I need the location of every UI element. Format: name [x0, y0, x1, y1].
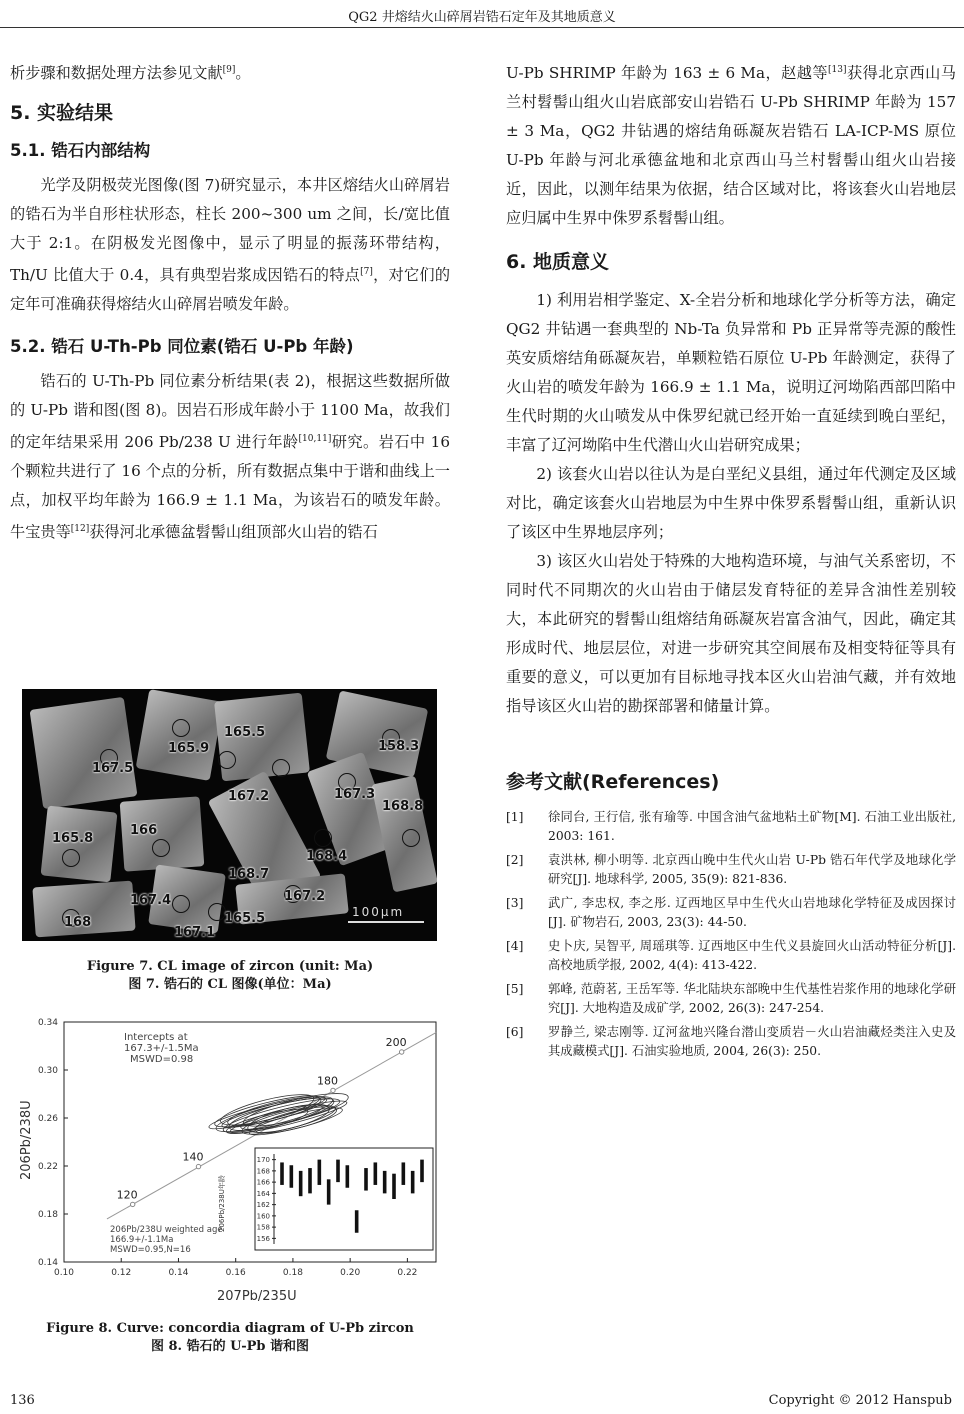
- inset-y-axis-label: 206Pb/238U年龄: [218, 1175, 226, 1232]
- reference-item: [3] 武广, 李忠权, 李之彤. 辽西地区早中生代火山岩地球化学特征及成因探讨[J]. 矿物岩石, 2003, 23(3): 44-50.: [506, 896, 956, 930]
- zircon-age-label: 166: [130, 823, 158, 838]
- intro-paragraph: 析步骤和数据处理方法参见文献[9]。: [10, 64, 251, 83]
- inset-age-bar: [383, 1171, 387, 1194]
- concordia-age-label: 200: [385, 1036, 407, 1049]
- x-tick-label: 0.16: [225, 1268, 246, 1278]
- section-5-2-heading: 5.2. 锆石 U-Th-Pb 同位素(锆石 U-Pb 年龄): [10, 337, 354, 357]
- zircon-age-label: 165.5: [224, 725, 266, 740]
- right-column: [506, 56, 956, 1066]
- inset-age-bar: [355, 1210, 359, 1233]
- weighted-annotation-2: 166.9+/-1.1Ma: [110, 1235, 174, 1245]
- inset-y-tick-label: 162: [256, 1201, 270, 1210]
- intercept-annotation-3: MSWD=0.98: [130, 1054, 194, 1065]
- reference-item: [2] 袁洪林, 柳小明等. 北京西山晚中生代火山岩 U-Pb 锆石年代学及地球化学研究[J]. 地球科学, 2005, 35(9): 821-836.: [506, 853, 956, 887]
- x-tick-label: 0.18: [282, 1268, 303, 1278]
- inset-y-tick-label: 166: [256, 1178, 270, 1187]
- paragraph-continued: U-Pb SHRIMP 年龄为 163 ± 6 Ma，赵越等[13]获得北京西山马兰村髫髻山组火山岩底部安山岩锆石 U-Pb SHRIMP 年龄为 157 ± 3 Ma，QG2 井钻遇的熔结角砾凝灰岩锆石 LA-ICP-MS 原位 U-Pb 年龄与河北承德盆地和北京西山马兰村髫髻山组火山岩接近，因此，以测年结果为依据，结合区域对比，将该套火山岩地层应归属中生界中侏罗系髫髻山组。: [506, 64, 956, 228]
- inset-y-tick-label: 156: [256, 1234, 270, 1243]
- concordia-age-label: 120: [116, 1188, 138, 1202]
- analysis-spot: [172, 895, 190, 913]
- x-tick-label: 0.22: [397, 1268, 418, 1278]
- inset-age-bar: [290, 1165, 294, 1188]
- copyright: Copyright © 2012 Hanspub: [768, 1393, 952, 1408]
- left-column: [10, 56, 450, 547]
- inset-age-bar: [336, 1160, 340, 1183]
- reference-item: [1] 徐同台, 王行信, 张有瑜等. 中国含油气盆地粘土矿物[M]. 石油工业出版社, 2003: 161.: [506, 810, 956, 844]
- analysis-spot: [62, 849, 80, 867]
- paragraph-5-1: 光学及阴极荧光图像(图 7)研究显示，本井区熔结火山碎屑岩的锆石为半自形柱状形态，柱长 200~300 um 之间，长/宽比值大于 2:1。在阴极发光图像中，显示了明显的振荡环带结构，Th/U 比值大于 0.4，具有典型岩浆成因锆石的特点[7]，对它们的定年可准确获得熔结火山碎屑岩喷发年龄。: [10, 176, 451, 314]
- y-tick-label: 0.14: [37, 1258, 58, 1268]
- zircon-age-label: 167.2: [228, 789, 270, 804]
- figure-7-caption-cn: 图 7. 锆石的 CL 图像(单位：Ma): [128, 977, 332, 992]
- y-tick-labels: [38, 1018, 68, 1268]
- zircon-age-label: 167.5: [92, 761, 134, 776]
- reference-item: [4] 史卜庆, 吴智平, 周瑶琪等. 辽西地区中生代义县旋回火山活动特征分析[J]. 高校地质学报, 2002, 4(4): 413-422.: [506, 939, 956, 973]
- y-tick-label: 0.22: [37, 1162, 58, 1172]
- inset-age-bar: [318, 1160, 322, 1185]
- inset-age-bar: [374, 1162, 378, 1185]
- x-tick-label: 0.12: [111, 1268, 132, 1278]
- section-5-1-heading: 5.1. 锆石内部结构: [10, 141, 151, 161]
- scale-bar: [348, 921, 424, 923]
- zircon-grain: [30, 697, 138, 809]
- inset-age-bar: [411, 1171, 415, 1194]
- y-tick-label: 0.30: [37, 1066, 58, 1076]
- zircon-age-label: 168: [64, 915, 92, 930]
- figure-8-concordia-diagram: [12, 1010, 447, 1310]
- concordia-age-label: 180: [316, 1074, 338, 1088]
- significance-1: 1) 利用岩相学鉴定、X-全岩分析和地球化学分析等方法，确定 QG2 井钻遇一套典型的 Nb-Ta 负异常和 Pb 正异常等壳源的酸性英安质熔结角砾凝灰岩，单颗粒锆石原位 U-Pb 年龄测定，获得了火山岩的喷发年龄为 166.9 ± 1.1 Ma，说明辽河坳陷西部凹陷中生代时期的火山喷发从中侏罗纪就已经开始一直延续到晚白垩纪，丰富了辽河坳陷中生代潜山火山岩研究成果；: [506, 291, 956, 455]
- figure-7-caption-en: Figure 7. CL image of zircon (unit: Ma): [86, 959, 374, 974]
- concordia-age-label: 140: [182, 1150, 204, 1164]
- running-head: QG2 井熔结火山碎屑岩锆石定年及其地质意义: [348, 10, 616, 25]
- inset-age-bar: [280, 1162, 284, 1185]
- figure-8-caption-en: Figure 8. Curve: concordia diagram of U-Pb zircon: [46, 1321, 414, 1336]
- analysis-spot: [272, 759, 290, 777]
- zircon-age-label: 167.3: [334, 787, 376, 802]
- analysis-spot: [314, 829, 332, 847]
- intercept-annotation-2: 167.3+/-1.5Ma: [124, 1043, 199, 1054]
- zircon-age-label: 168.4: [306, 849, 348, 864]
- zircon-age-label: 168.7: [228, 867, 270, 882]
- x-tick-label: 0.20: [340, 1268, 361, 1278]
- zircon-age-label: 167.4: [130, 893, 172, 908]
- y-tick-label: 0.26: [37, 1114, 58, 1124]
- inset-age-bar: [308, 1168, 312, 1193]
- y-axis-label: 206Pb/238U: [19, 1100, 34, 1180]
- x-tick-label: 0.14: [168, 1268, 189, 1278]
- zircon-age-label: 165.5: [224, 911, 266, 926]
- significance-3: 3) 该区火山岩处于特殊的大地构造环境，与油气关系密切，不同时代不同期次的火山岩由于储层发育特征的差异含油性差别较大，本此研究的髫髻山组熔结角砾凝灰岩富含油气，因此，确定其形成时代、地层层位，对进一步研究其空间展布及相变特征等具有重要的意义，可以更加有目标地寻找本区火山岩油气藏，并有效地指导该区火山岩的勘探部署和储量计算。: [506, 552, 956, 716]
- y-tick-label: 0.18: [37, 1210, 58, 1220]
- inset-age-bar: [364, 1168, 368, 1191]
- zircon-age-label: 158.3: [378, 739, 420, 754]
- figure-8-caption-cn: 图 8. 锆石的 U-Pb 谐和图: [150, 1339, 310, 1354]
- y-tick-label: 0.34: [37, 1018, 58, 1028]
- analysis-spot: [218, 751, 236, 769]
- concordia-age-point: [196, 1164, 200, 1168]
- inset-age-bar: [420, 1160, 424, 1183]
- significance-2: 2) 该套火山岩以往认为是白垩纪义县组，通过年代测定及区域对比，确定该套火山岩地层为中生界中侏罗系髫髻山组，重新认识了该区中生界地层序列；: [506, 465, 956, 542]
- concordia-age-point: [130, 1202, 134, 1206]
- header-rule: [0, 27, 964, 28]
- scale-bar-label: 100μm: [352, 905, 405, 919]
- inset-y-tick-label: 170: [256, 1156, 270, 1165]
- inset-age-bar: [327, 1179, 331, 1204]
- zircon-age-label: 168.8: [382, 799, 424, 814]
- analysis-spot: [402, 829, 420, 847]
- inset-age-bar: [402, 1162, 406, 1185]
- inset-y-tick-label: 168: [256, 1167, 270, 1176]
- zircon-age-label: 167.1: [174, 925, 216, 940]
- page-number: 136: [10, 1393, 35, 1408]
- inset-y-tick-label: 160: [256, 1212, 270, 1221]
- zircon-age-label: 165.8: [52, 831, 94, 846]
- inset-age-bar: [392, 1174, 396, 1199]
- section-5-heading: 5. 实验结果: [10, 102, 114, 125]
- analysis-spot: [152, 839, 170, 857]
- references-heading: 参考文献(References): [506, 771, 720, 794]
- reference-item: [5] 郭峰, 范蔚茗, 王岳军等. 华北陆块东部晚中生代基性岩浆作用的地球化学研究[J]. 大地构造及成矿学, 2002, 26(3): 247-254.: [506, 982, 956, 1016]
- inset-age-bar: [346, 1165, 350, 1188]
- inset-y-tick-label: 158: [256, 1223, 270, 1232]
- reference-item: [6] 罗静兰, 梁志刚等. 辽河盆地兴隆台潜山变质岩－火山岩油藏烃类注入史及其成藏模式[J]. 石油实验地质, 2004, 26(3): 250.: [506, 1025, 956, 1059]
- zircon-age-label: 167.2: [284, 889, 326, 904]
- weighted-annotation-3: MSWD=0.95,N=16: [110, 1245, 191, 1255]
- x-axis-label: 207Pb/235U: [217, 1289, 297, 1304]
- inset-age-bar: [299, 1171, 303, 1196]
- paragraph-5-2: 锆石的 U-Th-Pb 同位素分析结果(表 2)，根据这些数据所做的 U-Pb 谐和图(图 8)。因岩石形成年龄小于 1100 Ma，故我们的定年结果采用 206 Pb/238 U 进行年龄[10,11]研究。岩石中 16 个颗粒共进行了 16 个点的分析，所有数据点集中于谐和曲线上一点，加权平均年龄为 166.9 ± 1.1 Ma，为该岩石的喷发年龄。牛宝贵等[12]获得河北承德盆髫髻山组顶部火山岩的锆石: [10, 372, 450, 542]
- section-6-heading: 6. 地质意义: [506, 251, 610, 274]
- weighted-annotation-1: 206Pb/238U weighted age: [110, 1225, 223, 1235]
- references-list: [506, 808, 956, 1061]
- intercept-annotation-1: Intercepts at: [124, 1032, 188, 1043]
- concordia-age-point: [331, 1088, 335, 1092]
- x-tick-label: 0.10: [53, 1268, 75, 1278]
- concordia-age-point: [399, 1050, 403, 1054]
- figure-7-cl-image: [22, 689, 437, 941]
- analysis-spot: [172, 719, 190, 737]
- inset-y-tick-label: 164: [256, 1189, 270, 1198]
- zircon-age-label: 165.9: [168, 741, 210, 756]
